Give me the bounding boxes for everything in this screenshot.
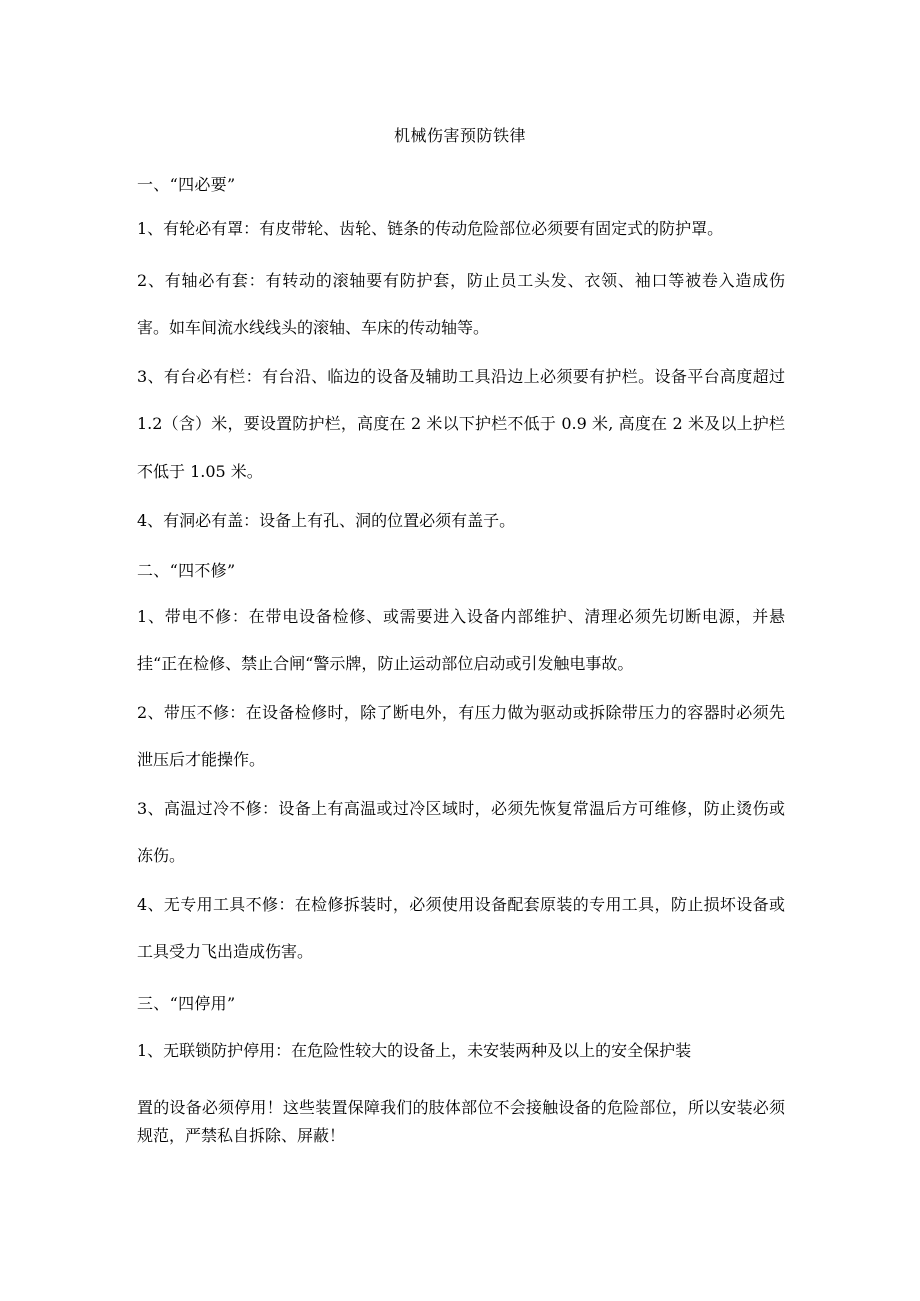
paragraph-1-3: 3、有台必有栏：有台沿、临边的设备及辅助工具沿边上必须要有护栏。设备平台高度超过 1.2（含）米，要设置防护栏，高度在 2 米以下护栏不低于 0.9 米, 高度在 2 米及以上护栏不低于 1.05 米。 [137,367,785,481]
paragraph-3-1-continued: 置的设备必须停用！这些装置保障我们的肢体部位不会接触设备的危险部位，所以安装必须规范，严禁私自拆除、屏蔽！ [137,1098,785,1145]
paragraph-1-4: 4、有洞必有盖：设备上有孔、洞的位置必须有盖子。 [137,511,516,530]
section-heading-1: 一、“四必要” [137,175,236,194]
section-heading-3: 三、“四停用” [137,994,236,1013]
paragraph-1-1: 1、有轮必有罩：有皮带轮、齿轮、链条的传动危险部位必须要有固定式的防护罩。 [137,219,724,238]
section-heading-2: 二、“四不修” [137,561,236,580]
paragraph-3-1: 1、无联锁防护停用：在危险性较大的设备上，未安装两种及以上的安全保护装 [137,1041,692,1060]
paragraph-2-2: 2、带压不修：在设备检修时，除了断电外，有压力做为驱动或拆除带压力的容器时必须先泄压后才能操作。 [137,703,785,770]
document-title: 机械伤害预防铁律 [393,126,526,145]
paragraph-2-3: 3、高温过冷不修：设备上有高温或过冷区域时，必须先恢复常温后方可维修，防止烫伤或冻伤。 [137,799,785,866]
paragraph-1-2: 2、有轴必有套：有转动的滚轴要有防护套，防止员工头发、衣领、袖口等被卷入造成伤害。如车间流水线线头的滚轴、车床的传动轴等。 [137,271,785,338]
paragraph-2-1: 1、带电不修：在带电设备检修、或需要进入设备内部维护、清理必须先切断电源，并悬挂“正在检修、禁止合闸“警示牌，防止运动部位启动或引发触电事故。 [137,607,785,674]
paragraph-2-4: 4、无专用工具不修：在检修拆装时，必须使用设备配套原装的专用工具，防止损坏设备或工具受力飞出造成伤害。 [137,895,785,962]
